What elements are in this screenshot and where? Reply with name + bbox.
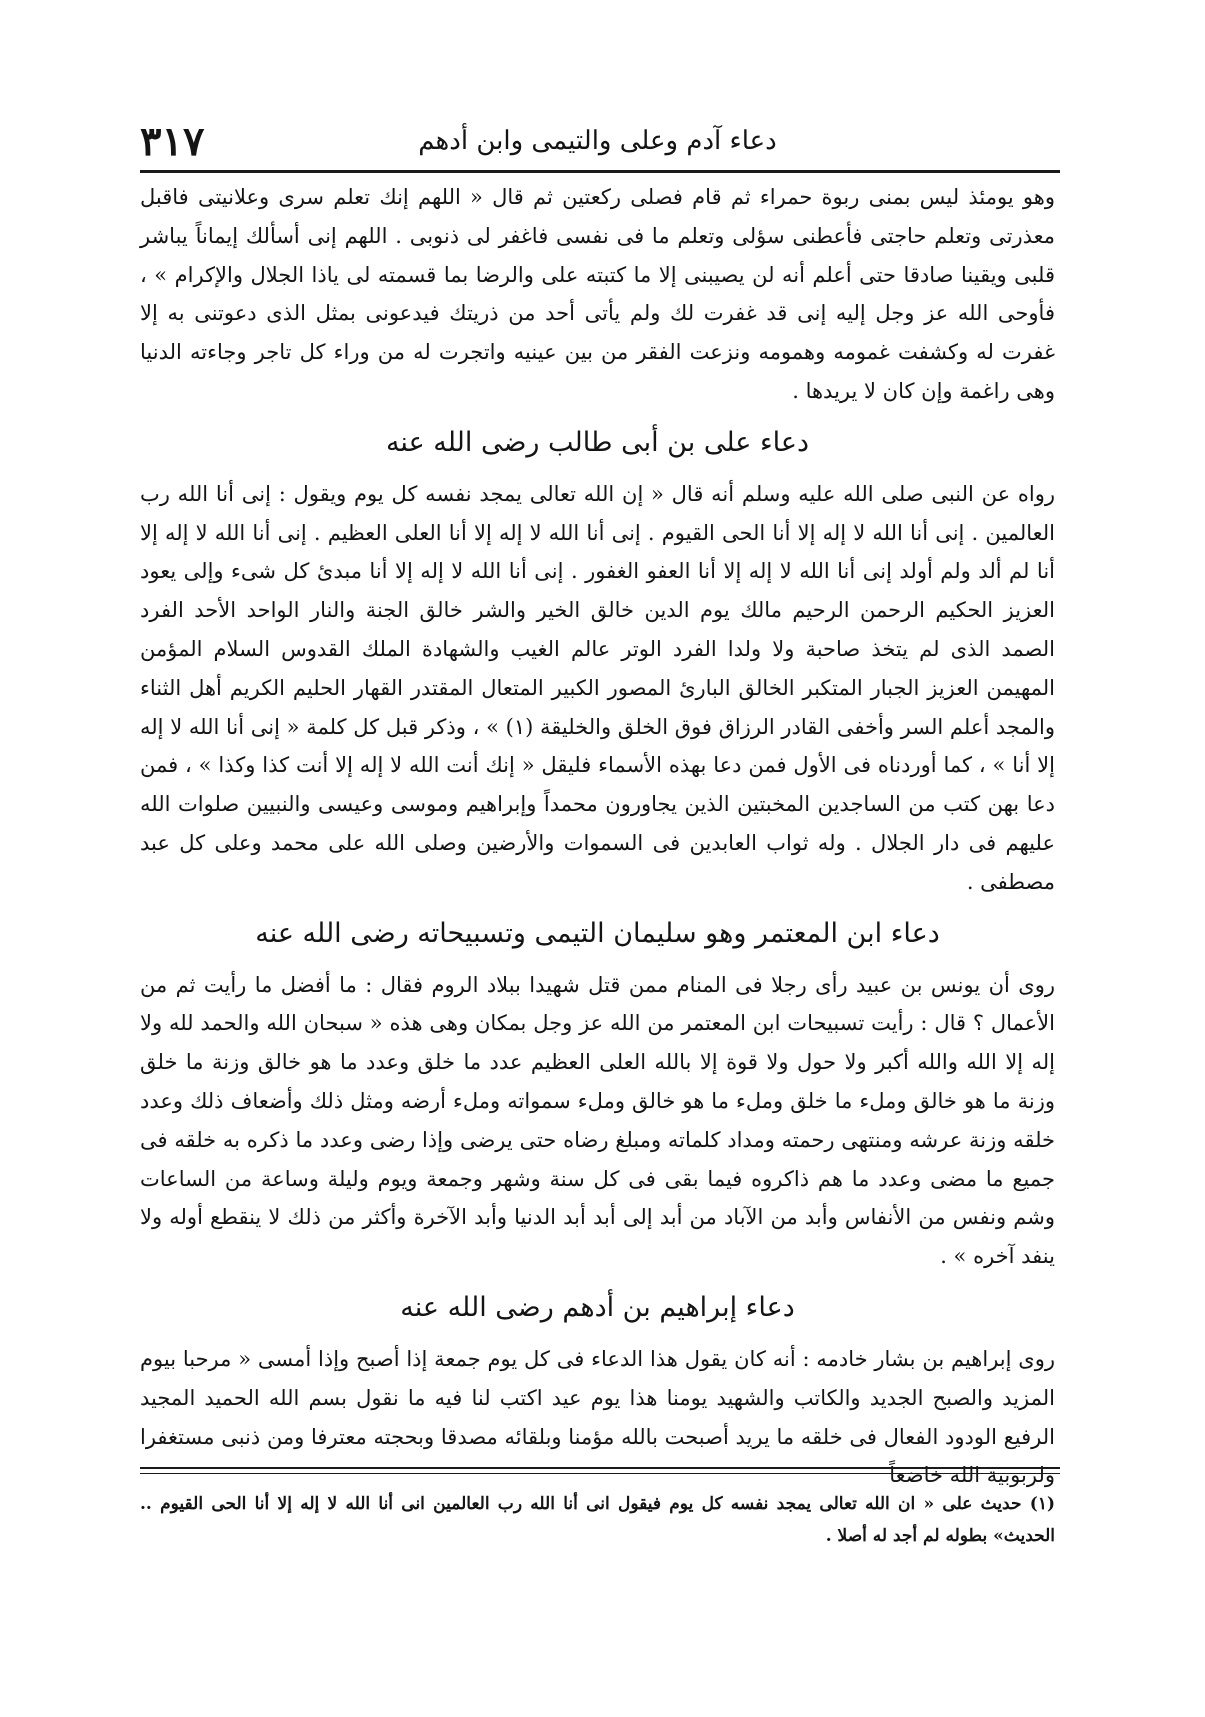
running-title: دعاء آدم وعلى والتيمى وابن أدهم	[418, 126, 777, 156]
section-title-ali: دعاء على بن أبى طالب رضى الله عنه	[385, 426, 810, 458]
footnote-rule-thin	[140, 1473, 1060, 1474]
page-number: ٣١٧	[140, 118, 205, 165]
paragraph-ibn-adham-dua: روى إبراهيم بن بشار خادمه : أنه كان يقول هذا الدعاء فى كل يوم جمعة إذا أصبح وإذا أمسى « مرحبا بيوم المزيد والصبح الجديد والكاتب والشهيد يومنا هذا يوم عيد اكتب لنا فيه ما نقول بسم الله الحميد المجيد الرفيع الودود الفعال فى خلقه ما يريد أصبحت بالله مؤمنا وبلقائه مصدقا وبحجته معترفا ومن ذنبى مستغفرا ولربوبية الله خاضعاً	[140, 1346, 1055, 1488]
paragraph-taymi-tasbih: روى أن يونس بن عبيد رأى رجلا فى المنام ممن قتل شهيدا ببلاد الروم فقال : ما أفضل ما رأيت ثم من الأعمال ؟ قال : رأيت تسبيحات ابن المعتمر من الله عز وجل بمكان وهى هذه « سبحان الله والحمد لله ولا إله إلا الله والله أكبر ولا حول ولا قوة إلا بالله العلى العظيم عدد ما خلق وعدد ما هو خالق وزنة ما خلق وزنة ما هو خالق وملء ما خلق وملء ما هو خالق وملء سمواته وملء أرضه ومثل ذلك وأضعاف ذلك وعدد خلقه وزنة عرشه ومنتهى رحمته ومداد كلماته ومبلغ رضاه حتى يرضى وإذا رضى وعدد ما ذكره به خلقه فى جميع ما مضى وعدد ما هم ذاكروه فيما بقى فى كل سنة وشهر وجمعة ويوم وليلة وساعة من الساعات وشم ونفس من الأنفاس وأبد من الآباد من أبد إلى أبد أبد الدنيا وأبد الآخرة وأكثر من ذلك لا ينقطع أوله ولا ينفد آخره » .	[140, 972, 1055, 1269]
footnote: (١) حديث على « ان الله تعالى يمجد نفسه كل يوم فيقول انى أنا الله رب العالمين انى أنا الله لا إله إلا أنا الحى القيوم .. الحديث» بطوله لم أجد له أصلا .	[140, 1494, 1055, 1546]
section-title-taymi: دعاء ابن المعتمر وهو سليمان التيمى وتسبيحاته رضى الله عنه	[255, 917, 940, 949]
paragraph-adam-dua: وهو يومئذ ليس بمنى ربوة حمراء ثم قام فصلى ركعتين ثم قال « اللهم إنك تعلم سرى وعلانيتى فاقبل معذرتى وتعلم حاجتى فأعطنى سؤلى وتعلم ما فى نفسى فاغفر لى ذنوبى . اللهم إنى أسألك إيماناً يباشر قلبى ويقينا صادقا حتى أعلم أنه لن يصيبنى إلا ما كتبته على والرضا بما قسمته لى ياذا الجلال والإكرام » ، فأوحى الله عز وجل إليه إنى قد غفرت لك ولم يأتى أحد من ذريتك فيدعونى بمثل الذى دعوتنى به إلا غفرت له وكشفت غمومه وهمومه ونزعت الفقر من بين عينيه واتجرت له من وراء كل تاجر وجاءته الدنيا وهى راغمة وإن كان لا يريدها .	[140, 185, 1055, 403]
paragraph-ali-dua: رواه عن النبى صلى الله عليه وسلم أنه قال « إن الله تعالى يمجد نفسه كل يوم ويقول : إنى أنا الله رب العالمين . إنى أنا الله لا إله إلا أنا الحى القيوم . إنى أنا الله لا إله إلا أنا العلى العظيم . إنى أنا الله لا إله إلا أنا لم ألد ولم أولد إنى أنا الله لا إله إلا أنا العفو الغفور . إنى أنا الله لا إله إلا أنا مبدئ كل شىء وإلى يعود العزيز الحكيم الرحمن الرحيم مالك يوم الدين خالق الخير والشر خالق الجنة والنار الواحد الأحد الفرد الصمد الذى لم يتخذ صاحبة ولا ولدا الفرد الوتر عالم الغيب والشهادة الملك القدوس السلام المؤمن المهيمن العزيز الجبار المتكبر الخالق البارئ المصور الكبير المتعال المقتدر القهار الحليم الكريم أهل الثناء والمجد أعلم السر وأخفى القادر الرزاق فوق الخلق والخليقة (١) » ، وذكر قبل كل كلمة « إنى أنا الله لا إله إلا أنا » ، كما أوردناه فى الأول فمن دعا بهذه الأسماء فليقل « إنك أنت الله لا إله إلا أنت كذا وكذا » ، فمن دعا بهن كتب من الساجدين المخبتين الذين يجاورون محمداً وإبراهيم وموسى وعيسى والنبيين صلوات الله عليهم فى دار الجلال . وله ثواب العابدين فى السموات والأرضين وصلى الله على محمد وعلى كل عبد مصطفى .	[140, 481, 1055, 894]
header-rule	[140, 170, 1060, 173]
footnote-rule	[140, 1467, 1060, 1469]
section-title-ibn-adham: دعاء إبراهيم بن أدهم رضى الله عنه	[400, 1291, 795, 1323]
page-body	[140, 178, 1055, 1488]
page-header	[140, 118, 1055, 170]
